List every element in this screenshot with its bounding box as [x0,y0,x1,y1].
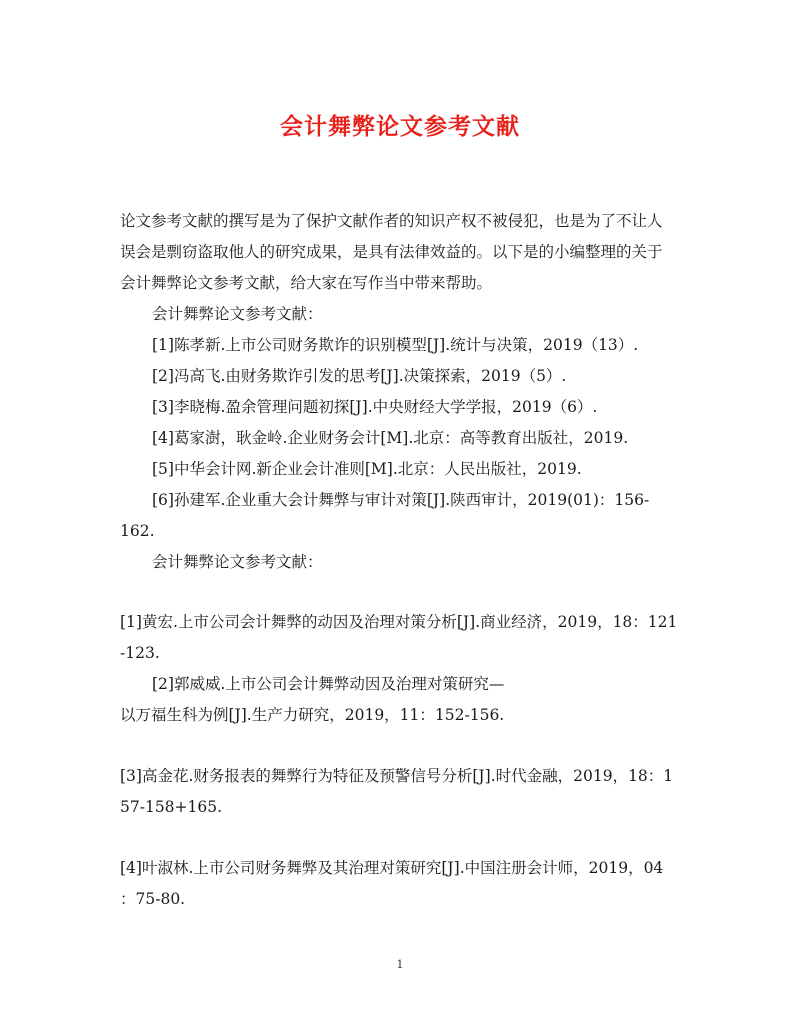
section2-ref-3-line-1: [3]高金花.财务报表的舞弊行为特征及预警信号分析[J].时代金融，2019，18：1 [120,767,674,785]
page-number: 1 [396,958,404,971]
section1-heading: 会计舞弊论文参考文献： [152,305,323,323]
document-title: 会计舞弊论文参考文献 [280,113,520,140]
section1-ref-6: [6]孙建军.企业重大会计舞弊与审计对策[J].陕西审计，2019(01)：156- [152,491,650,509]
section2-ref-4-line-2: ：75-80. [120,890,186,908]
section2-ref-1-line-2: -123. [120,644,160,662]
section1-ref-4: [4]葛家澍，耿金岭.企业财务会计[M].北京：高等教育出版社，2019. [152,429,629,447]
section1-ref-6-cont: 162. [120,522,155,540]
section2-ref-1-line-1: [1]黄宏.上市公司会计舞弊的动因及治理对策分析[J].商业经济，2019，18：121 [120,613,678,631]
section2-ref-3-line-2: 57-158+165. [120,798,223,816]
intro-line-2: 误会是剽窃盗取他人的研究成果，是具有法律效益的。以下是的小编整理的关于 [120,243,663,261]
intro-line-3: 会计舞弊论文参考文献，给大家在写作当中带来帮助。 [120,274,493,292]
section2-ref-2-line-2: 以万福生科为例[J].生产力研究，2019，11：152-156. [120,706,505,724]
section2-ref-4-line-1: [4]叶淑林.上市公司财务舞弊及其治理对策研究[J].中国注册会计师，2019，04 [120,859,664,877]
section1-ref-2: [2]冯高飞.由财务欺诈引发的思考[J].决策探索，2019（5）. [152,367,567,385]
section2-ref-2-line-1: [2]郭威威.上市公司会计舞弊动因及治理对策研究— [152,675,505,693]
section1-ref-1: [1]陈孝新.上市公司财务欺诈的识别模型[J].统计与决策，2019（13）. [152,336,639,354]
intro-line-1: 论文参考文献的撰写是为了保护文献作者的知识产权不被侵犯，也是为了不让人 [120,212,663,230]
section1-ref-3: [3]李晓梅.盈余管理问题初探[J].中央财经大学学报，2019（6）. [152,398,598,416]
section2-heading: 会计舞弊论文参考文献： [152,553,323,571]
section1-ref-5: [5]中华会计网.新企业会计准则[M].北京：人民出版社，2019. [152,460,582,478]
